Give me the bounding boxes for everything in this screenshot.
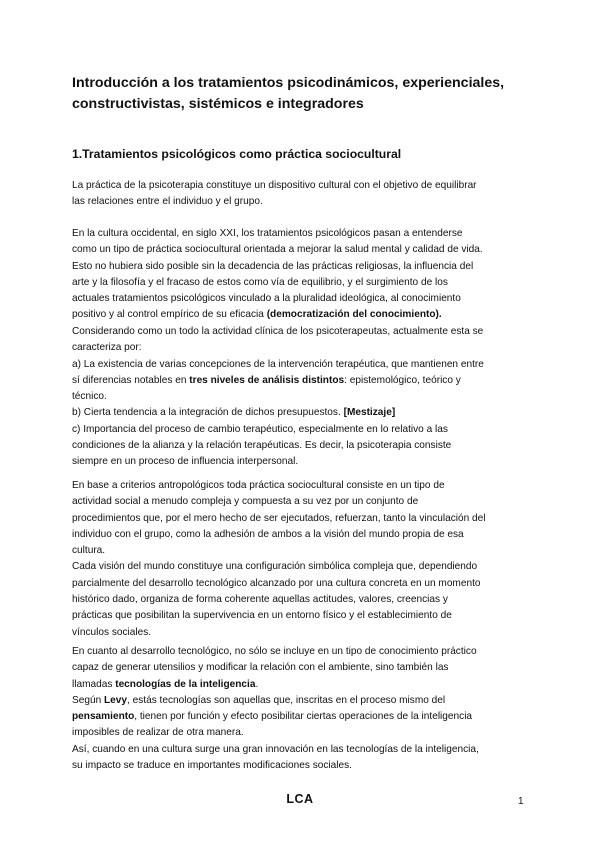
text-run: . (255, 678, 259, 690)
text-line: histórico dado, organiza de forma coherente aquellas actitudes, valores, creencias y (72, 594, 448, 606)
text-line (72, 373, 532, 389)
bold-text: [Mestizaje] (343, 407, 396, 419)
document-title: Introducción a los tratamientos psicodinámicos, experienciales, constructivistas, sistémicos e integradores (72, 75, 505, 112)
section-heading: 1.Tratamientos psicológicos como práctica sociocultural (72, 147, 402, 161)
text-run: , tienen por función y efecto posibilitar ciertas operaciones de la inteligencia (134, 711, 473, 723)
text-run: Según (72, 694, 104, 706)
text-line: c) Importancia del proceso de cambio terapéutico, especialmente en lo relativo a las (72, 423, 448, 435)
text-run: , estás tecnologías son aquellas que, inscritas en el proceso mismo del (127, 694, 446, 706)
text-line (72, 693, 532, 709)
text-line: vínculos sociales. (72, 626, 152, 638)
text-line: su impacto se traduce en importantes modificaciones sociales. (72, 760, 352, 772)
paragraph-2 (72, 226, 532, 324)
text-line: Cada visión del mundo constituye una configuración simbólica compleja que, dependiendo (72, 561, 478, 573)
text-line: cultura. (72, 545, 106, 557)
text-line: actuales tratamientos psicológicos vinculado a la pluralidad ideológica, al conocimiento (72, 293, 461, 305)
text-line: como un tipo de práctica sociocultural orientada a mejorar la salud mental y calidad de vida. (72, 244, 483, 256)
text-line: Considerando como un todo la actividad clínica de los psicoterapeutas, actualmente esta se (72, 326, 484, 337)
text-line: La práctica de la psicoterapia constituye un dispositivo cultural con el objetivo de equilibrar (72, 180, 477, 191)
text-line: condiciones de la alianza y la relación terapéuticas. Es decir, la psicoterapia consiste (72, 440, 452, 452)
text-line: En la cultura occidental, en siglo XXI, los tratamientos psicológicos pasan a entenderse (72, 228, 463, 239)
text-line: procedimientos que, por el mero hecho de ser ejecutados, refuerzan, tanto la vinculación del (72, 512, 486, 524)
text-line (72, 307, 532, 323)
paragraph-4 (72, 478, 532, 641)
text-line: capaz de generar utensilios y modificar la relación con el ambiente, sino también las (72, 662, 449, 674)
footer-label: LCA (286, 792, 314, 806)
bold-text: Levy (104, 694, 128, 706)
paragraph-1 (72, 178, 532, 211)
text-line: individuo con el grupo, como la adhesión de ambos a la visión del mundo propia de esa (72, 528, 464, 540)
text-run: sí diferencias notables en (72, 374, 190, 386)
text-line (72, 405, 532, 421)
paragraph-5 (72, 644, 532, 774)
text-run: b) Cierta tendencia a la integración de dichos presupuestos. (72, 407, 344, 419)
text-line: las relaciones entre el individuo y el grupo. (72, 196, 263, 208)
text-line: a) La existencia de varias concepciones de la intervención terapéutica, que mantienen entre (72, 358, 484, 370)
text-line (72, 709, 532, 725)
bold-text: tecnologías de la inteligencia (115, 678, 256, 690)
text-run: : epistemológico, teórico y (344, 374, 461, 386)
text-line: imposibles de realizar de otra manera. (72, 727, 244, 739)
bold-text: pensamiento (72, 711, 135, 723)
text-run: positivo y al control empírico de su eficacia (72, 309, 267, 321)
text-line (72, 677, 532, 693)
text-line: siempre en un proceso de influencia interpersonal. (72, 456, 299, 468)
text-line: En base a criterios antropológicos toda práctica sociocultural consiste en un tipo de (72, 480, 445, 491)
text-line: actividad social a menudo compleja y compuesta a su vez por un conjunto de (72, 496, 419, 508)
text-line: arte y la filosofía y el fracaso de estos como vía de equilibrio, y el surgimiento de los (72, 276, 448, 288)
bold-text: tres niveles de análisis distintos (189, 374, 345, 386)
bold-text: (democratización del conocimiento). (266, 309, 442, 321)
text-line: parcialmente del desarrollo tecnológico alcanzado por una cultura concreta en un momento (72, 577, 481, 589)
paragraph-3 (72, 324, 532, 471)
text-line: caracteriza por: (72, 342, 142, 354)
text-line: prácticas que posibilitan la supervivencia en un entorno físico y el establecimiento de (72, 610, 452, 622)
text-run: llamadas (72, 678, 116, 690)
text-line: En cuanto al desarrollo tecnológico, no sólo se incluye en un tipo de conocimiento práctico (72, 646, 477, 657)
text-line: Así, cuando en una cultura surge una gran innovación en las tecnologías de la inteligencia, (72, 743, 479, 755)
page-number: 1 (518, 796, 524, 807)
text-line: Esto no hubiera sido posible sin la decadencia de las prácticas religiosas, la influencia del (72, 260, 474, 272)
text-line: técnico. (72, 391, 107, 403)
